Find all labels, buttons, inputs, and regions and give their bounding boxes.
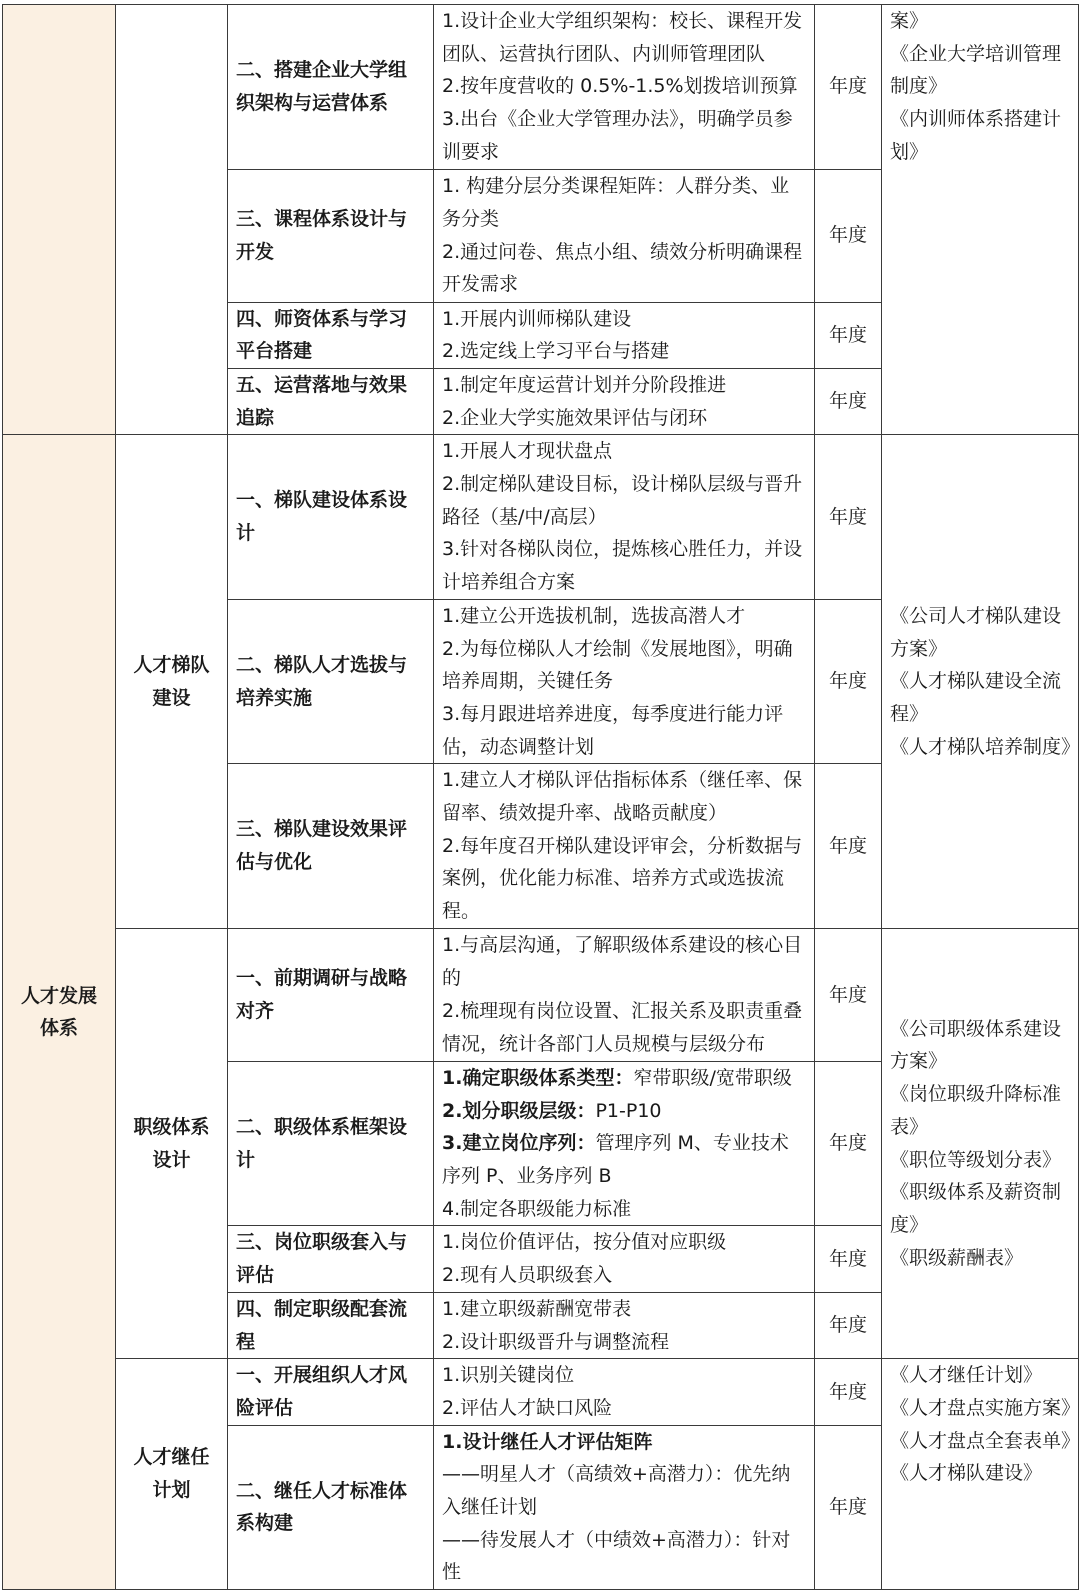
table-row <box>3 435 1079 600</box>
task-cell: 1.确定职级体系类型：窄带职级/宽带职级 2.划分职级层级：P1-P10 3.建立岗位序列：管理序列 M、专业技术序列 P、业务序列 B 4.制定各职级能力标准 <box>434 1061 815 1226</box>
category-cell: 人才发展体系 <box>3 435 116 1590</box>
output-cell: 案》 《企业大学培训管理制度》 《内训师体系搭建计划》 <box>882 5 1079 435</box>
output-cell: 《人才继任计划》 《人才盘点实施方案》 《人才盘点全套表单》 《人才梯队建设》 <box>882 1359 1079 1590</box>
module-cell: 人才继任计划 <box>116 1359 228 1590</box>
task-cell: 1.制定年度运营计划并分阶段推进 2.企业大学实施效果评估与闭环 <box>434 368 815 434</box>
task-cell: 1.开展人才现状盘点 2.制定梯队建设目标，设计梯队层级与晋升路径（基/中/高层） 3.针对各梯队岗位，提炼核心胜任力，并设计培养组合方案 <box>434 435 815 600</box>
item-cell: 二、职级体系框架设计 <box>228 1061 434 1226</box>
item-cell: 一、开展组织人才风险评估 <box>228 1359 434 1425</box>
table-row <box>3 5 1079 170</box>
cycle-cell: 年度 <box>815 5 882 170</box>
task-cell: 1.建立职级薪酬宽带表 2.设计职级晋升与调整流程 <box>434 1292 815 1358</box>
item-cell: 一、梯队建设体系设计 <box>228 435 434 600</box>
cycle-cell: 年度 <box>815 1061 882 1226</box>
cycle-cell: 年度 <box>815 1359 882 1425</box>
table-row <box>3 928 1079 1061</box>
cycle-cell: 年度 <box>815 435 882 600</box>
module-cell: 人才梯队建设 <box>116 435 228 929</box>
item-cell: 一、前期调研与战略对齐 <box>228 928 434 1061</box>
task-cell: 1.识别关键岗位 2.评估人才缺口风险 <box>434 1359 815 1425</box>
category-cell <box>3 5 116 435</box>
output-cell: 《公司人才梯队建设方案》 《人才梯队建设全流程》 《人才梯队培养制度》 <box>882 435 1079 929</box>
item-cell: 三、课程体系设计与开发 <box>228 169 434 302</box>
cycle-cell: 年度 <box>815 302 882 368</box>
task-cell: 1.建立公开选拔机制，选拔高潜人才 2.为每位梯队人才绘制《发展地图》，明确培养周期，关键任务 3.每月跟进培养进度，每季度进行能力评估，动态调整计划 <box>434 599 815 764</box>
task-cell: 1.岗位价值评估，按分值对应职级 2.现有人员职级套入 <box>434 1226 815 1292</box>
item-cell: 四、师资体系与学习平台搭建 <box>228 302 434 368</box>
cycle-cell: 年度 <box>815 928 882 1061</box>
cycle-cell: 年度 <box>815 1292 882 1358</box>
cycle-cell: 年度 <box>815 169 882 302</box>
item-cell: 三、梯队建设效果评估与优化 <box>228 764 434 929</box>
task-cell: 1.设计继任人才评估矩阵 ——明星人才（高绩效+高潜力）：优先纳入继任计划 ——待发展人才（中绩效+高潜力）：针对性 <box>434 1425 815 1590</box>
plan-table <box>2 4 1079 1590</box>
cycle-cell: 年度 <box>815 1226 882 1292</box>
task-cell: 1.与高层沟通，了解职级体系建设的核心目的 2.梳理现有岗位设置、汇报关系及职责重叠情况，统计各部门人员规模与层级分布 <box>434 928 815 1061</box>
item-cell: 二、继任人才标准体系构建 <box>228 1425 434 1590</box>
cycle-cell: 年度 <box>815 1425 882 1590</box>
task-cell: 1.建立人才梯队评估指标体系（继任率、保留率、绩效提升率、战略贡献度） 2.每年度召开梯队建设评审会，分析数据与案例，优化能力标准、培养方式或选拔流程。 <box>434 764 815 929</box>
output-cell: 《公司职级体系建设方案》 《岗位职级升降标准表》 《职位等级划分表》 《职级体系及薪资制度》 《职级薪酬表》 <box>882 928 1079 1358</box>
module-cell: 职级体系设计 <box>116 928 228 1358</box>
item-cell: 二、梯队人才选拔与培养实施 <box>228 599 434 764</box>
item-cell: 二、搭建企业大学组织架构与运营体系 <box>228 5 434 170</box>
cycle-cell: 年度 <box>815 764 882 929</box>
item-cell: 五、运营落地与效果追踪 <box>228 368 434 434</box>
table-row <box>3 1359 1079 1425</box>
item-cell: 四、制定职级配套流程 <box>228 1292 434 1358</box>
task-cell: 1.设计企业大学组织架构：校长、课程开发团队、运营执行团队、内训师管理团队 2.按年度营收的 0.5%-1.5%划拨培训预算 3.出台《企业大学管理办法》，明确学员参训要求 <box>434 5 815 170</box>
task-cell: 1. 构建分层分类课程矩阵：人群分类、业务分类 2.通过问卷、焦点小组、绩效分析明确课程开发需求 <box>434 169 815 302</box>
task-cell: 1.开展内训师梯队建设 2.选定线上学习平台与搭建 <box>434 302 815 368</box>
cycle-cell: 年度 <box>815 599 882 764</box>
module-cell <box>116 5 228 435</box>
item-cell: 三、岗位职级套入与评估 <box>228 1226 434 1292</box>
cycle-cell: 年度 <box>815 368 882 434</box>
